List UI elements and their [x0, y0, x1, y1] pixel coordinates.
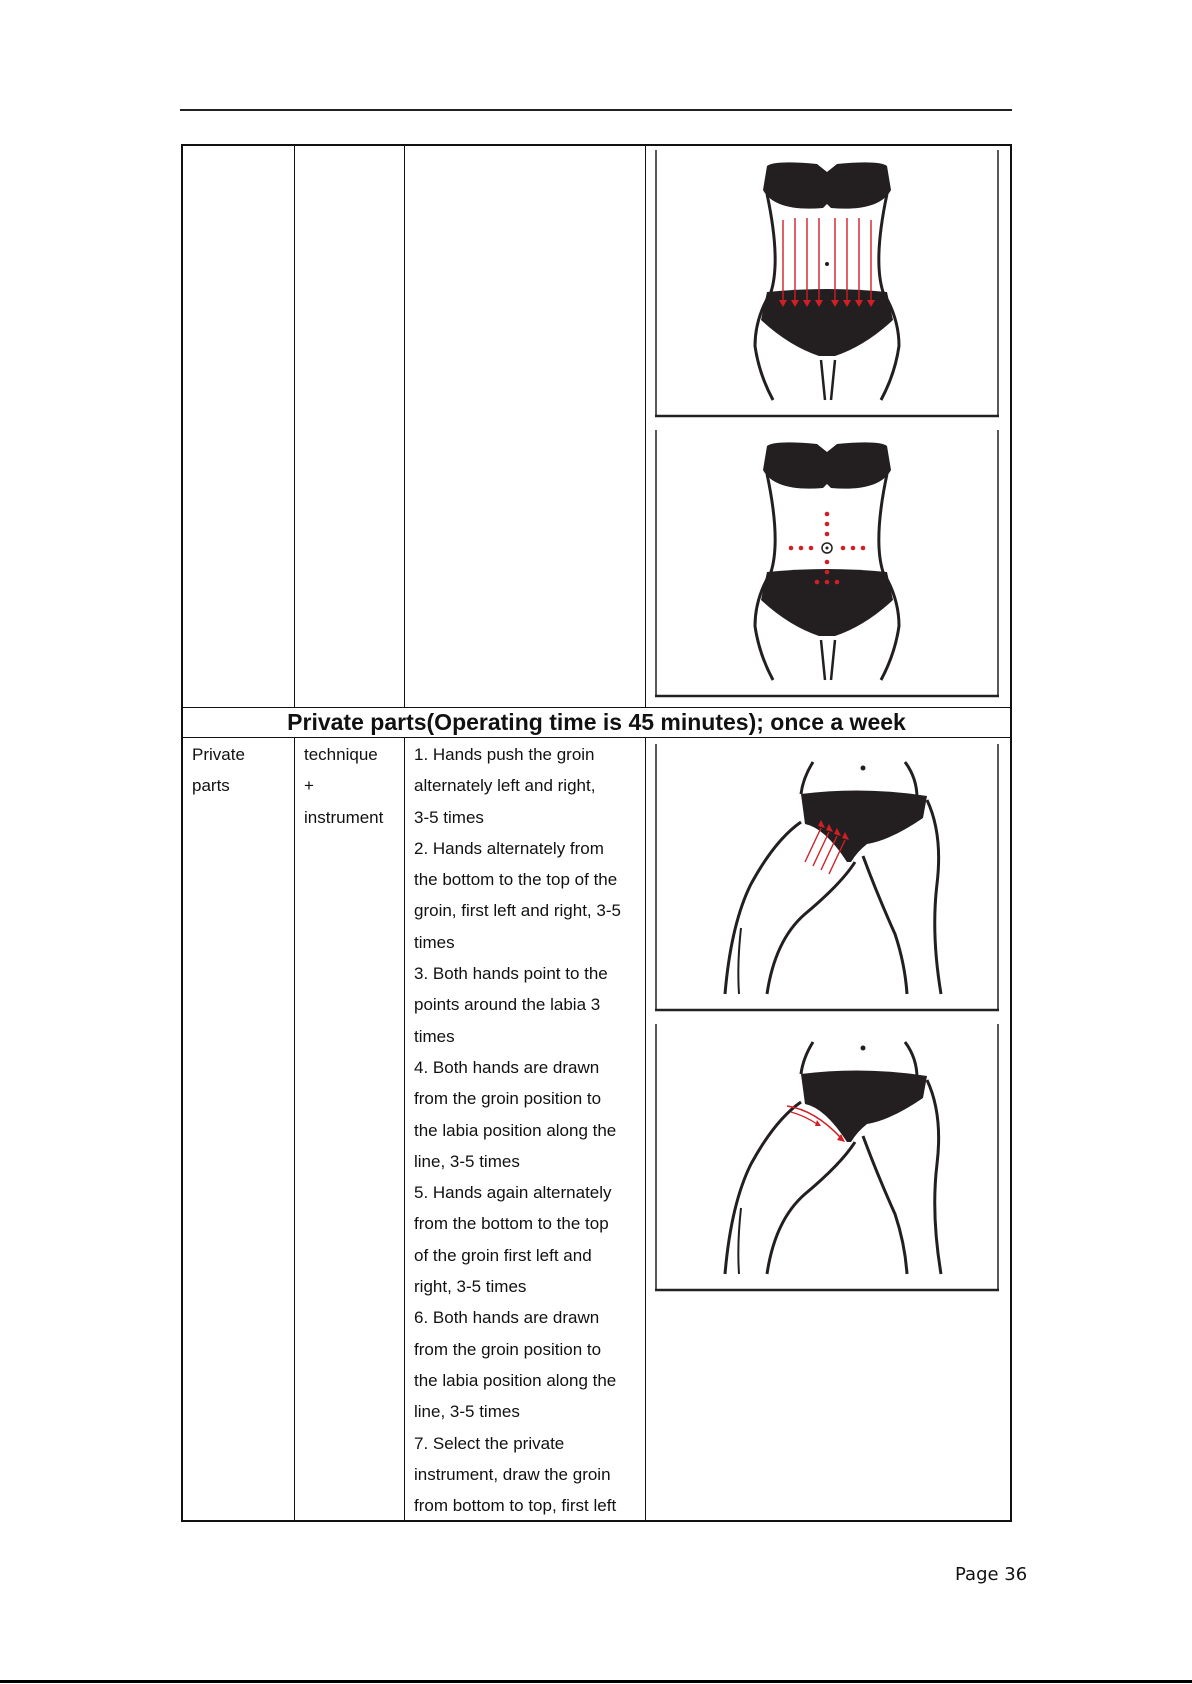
steps-cell — [414, 739, 621, 1521]
col-divider-1 — [294, 144, 295, 708]
step-line: 5. Hands again alternately — [414, 1183, 612, 1203]
step-line: from bottom to top, first left — [414, 1496, 617, 1516]
bottom-rule — [0, 1680, 1192, 1683]
step-line: line, 3-5 times — [414, 1151, 520, 1171]
step-line: the labia position along the — [414, 1120, 617, 1140]
step-line: groin, first left and right, 3-5 — [414, 901, 621, 921]
col-divider-3 — [645, 144, 646, 708]
step-line: the bottom to the top of the — [414, 870, 618, 890]
step-line: 4. Both hands are drawn — [414, 1057, 600, 1077]
step-line: 3-5 times — [414, 807, 484, 827]
step-line: 6. Both hands are drawn — [414, 1308, 600, 1328]
step-line: 1. Hands push the groin — [414, 745, 595, 764]
step-line: 2. Hands alternately from — [414, 838, 604, 858]
step-line: from the groin position to — [414, 1089, 602, 1109]
step-line: line, 3-5 times — [414, 1402, 520, 1422]
col-divider-2 — [404, 144, 405, 708]
col-divider-3b — [645, 737, 646, 1522]
method-line: technique — [304, 745, 378, 764]
step-line: points around the labia 3 — [414, 995, 601, 1015]
step-line: instrument, draw the groin — [414, 1464, 611, 1484]
header-rule — [180, 109, 1012, 111]
step-line: the labia position along the — [414, 1370, 617, 1390]
illustration-groin-draw — [655, 1024, 999, 1292]
area-line: Private — [192, 745, 245, 764]
area-line: parts — [192, 776, 230, 796]
step-line: of the groin first left and — [414, 1245, 592, 1265]
page-number: Page 36 — [955, 1564, 1028, 1585]
col-divider-2b — [404, 737, 405, 1522]
illustration-waist-cross-points — [655, 430, 999, 698]
method-cell — [304, 739, 383, 833]
step-line: 7. Select the private — [414, 1433, 565, 1453]
section-title: Private parts(Operating time is 45 minutes); once a week — [287, 709, 906, 735]
step-line: right, 3-5 times — [414, 1277, 527, 1297]
method-line: + — [304, 776, 314, 796]
step-line: alternately left and right, — [414, 776, 596, 796]
method-line: instrument — [304, 807, 384, 827]
step-line: times — [414, 932, 455, 952]
step-line: from the bottom to the top — [414, 1214, 609, 1234]
area-cell — [192, 739, 245, 802]
step-line: from the groin position to — [414, 1339, 602, 1359]
illustration-waist-vertical-strokes — [655, 150, 999, 418]
step-line: times — [414, 1026, 455, 1046]
col-divider-1b — [294, 737, 295, 1522]
step-line: 3. Both hands point to the — [414, 964, 608, 984]
illustration-groin-push — [655, 744, 999, 1012]
